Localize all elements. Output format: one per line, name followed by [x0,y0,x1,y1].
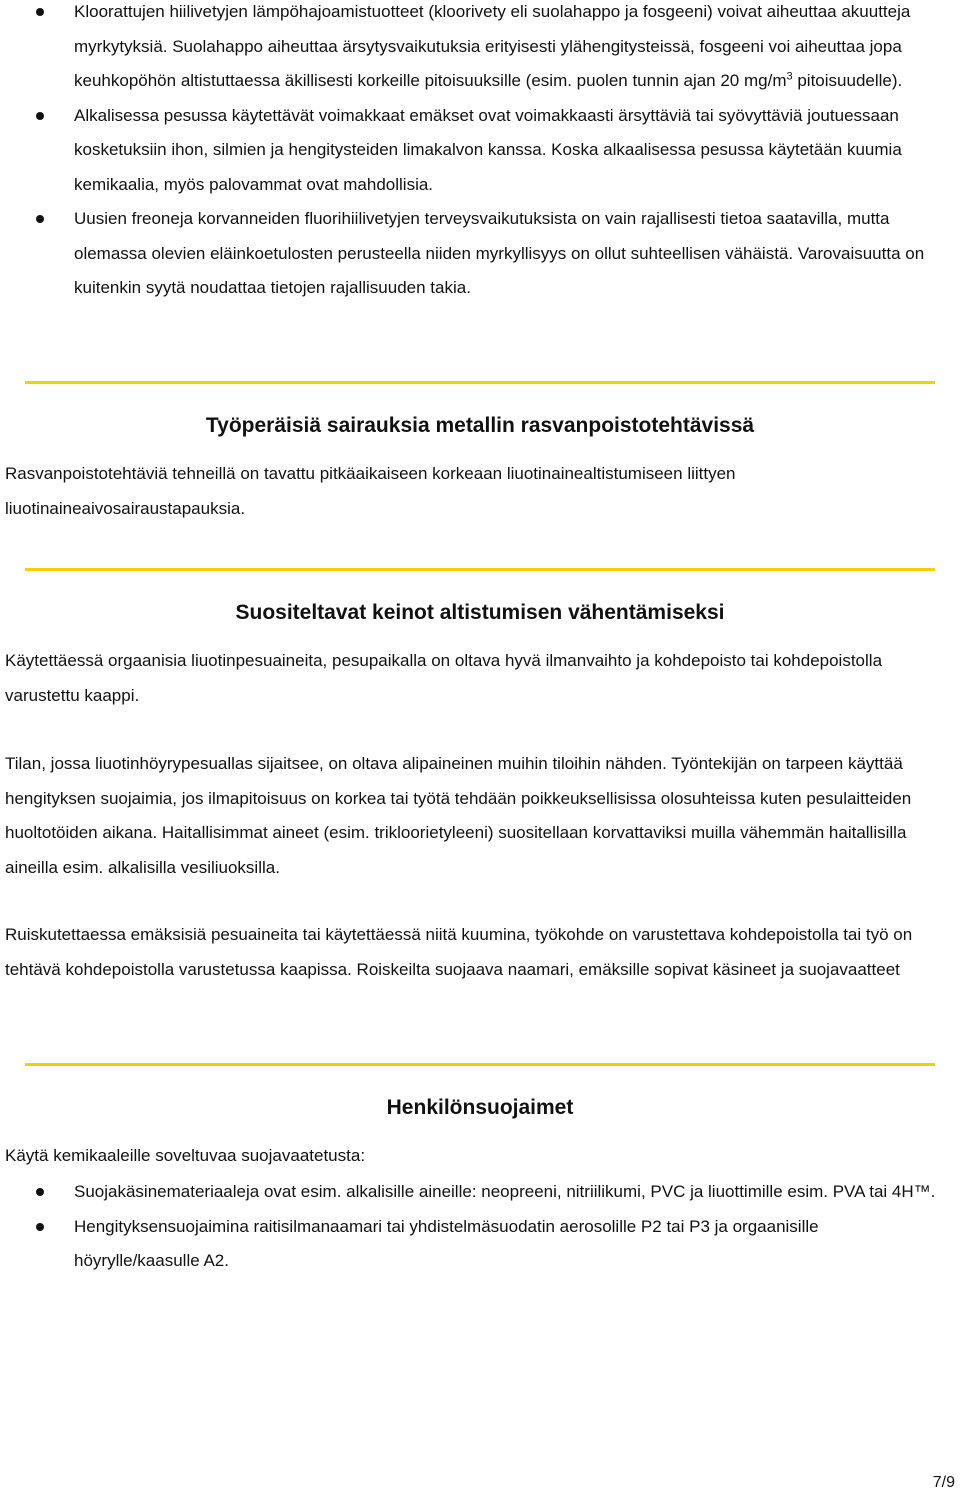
section-heading-ppe: Henkilönsuojaimet [386,1096,574,1119]
page-number: 7/9 [932,1474,955,1491]
list-item-text: Alkalisessa pesussa käytettävät voimakkaat emäkset ovat voimakkaasti ärsyttäviä tai syövyttäviä joutuessaan kosketuksiin ihon, silmien ja hengitysteiden limakalvon kanssa. Koska alkaalisessa pesussa käytetään kuumia kemikaalia, myös palovammat ovat mahdollisia. [74,105,902,194]
list-item [0,1175,960,1210]
list-item [0,99,960,203]
section-divider [25,568,935,571]
list-item-text: Uusien freoneja korvanneiden fluorihiilivetyjen terveysvaikutuksista on vain rajallisesti tietoa saatavilla, mutta olemassa olevien eläinkoetulosten perusteella niiden myrkyllisyys on ollut suhteellisen vähäistä. Varovaisuutta on kuitenkin syytä noudattaa tietojen rajallisuuden takia. [74,209,925,297]
section-divider [25,381,935,384]
bullet-icon [36,1223,44,1231]
list-item-text: Kloorattujen hiilivetyjen lämpöhajoamistuotteet (kloorivety eli suolahappo ja fosgeeni) voivat aiheuttaa akuutteja myrkytyksiä. Suolahappo aiheuttaa ärsytysvaikutuksia erityisesti ylähengitysteissä, fosgeeni voi aiheuttaa jopa keuhkopöhön altistuttaessa äkillisesti korkeille pitoisuuksille (esim. puolen tunnin ajan 20 $mg/m^3$ pitoisuudelle). [74,2,911,90]
bullet-icon [36,1188,44,1196]
list-item-text: Hengityksensuojaimina raitisilmanaamari tai yhdistelmäsuodatin aerosolille P2 tai P3 ja orgaanisille höyrylle/kaasulle A2. [74,1216,819,1270]
paragraph: Käytä kemikaaleille soveltuvaa suojavaatetusta: [5,1146,366,1165]
list-item [0,202,960,306]
section-heading-occupational: Työperäisiä sairauksia metallin rasvanpoistotehtävissä [205,414,755,437]
section-divider [25,1063,935,1066]
list-item [0,1210,960,1279]
paragraph: Ruiskutettaessa emäksisiä pesuaineita tai käytettäessä niitä kuumina, työkohde on varustettava kohdepoistolla tai työ on tehtävä kohdepoistolla varustetussa kaapissa. Roiskeilta suojaava naamari, emäksille sopivat käsineet ja suojavaatteet [5,925,913,979]
superscript: 3 [786,70,793,83]
paragraph: Rasvanpoistotehtäviä tehneillä on tavattu pitkäaikaiseen korkeaan liuotinainealtistumiseen liittyen liuotinaineaivosairaustapauksia. [5,464,736,518]
bullet-icon [36,8,44,16]
paragraph: Käytettäessä orgaanisia liuotinpesuaineita, pesupaikalla on oltava hyvä ilmanvaihto ja kohdepoisto tai kohdepoistolla varustettu kaappi. [5,651,883,705]
bullet-icon [36,215,44,223]
bullet-icon [36,112,44,120]
hazard-bullet-list [0,0,960,306]
section-heading-recommended: Suositeltavat keinot altistumisen vähentämiseksi [235,601,725,624]
ppe-bullet-list [0,1175,960,1279]
list-item-text: Suojakäsinemateriaaleja ovat esim. alkalisille aineille: neopreeni, nitriilikumi, PVC ja liuottimille esim. PVA tai 4H™. [74,1182,936,1201]
paragraph: Tilan, jossa liuotinhöyrypesuallas sijaitsee, on oltava alipaineinen muihin tiloihin nähden. Työntekijän on tarpeen käyttää hengityksen suojaimia, jos ilmapitoisuus on korkea tai työtä tehdään poikkeuksellisissa olosuhteissa kuten pesulaitteiden huoltotöiden aikana. Haitallisimmat aineet (esim. trikloorietyleeni) suositellaan korvattaviksi muilla vähemmän haitallisilla aineilla esim. alkalisilla vesiliuoksilla. [5,754,912,877]
list-item [0,0,960,99]
